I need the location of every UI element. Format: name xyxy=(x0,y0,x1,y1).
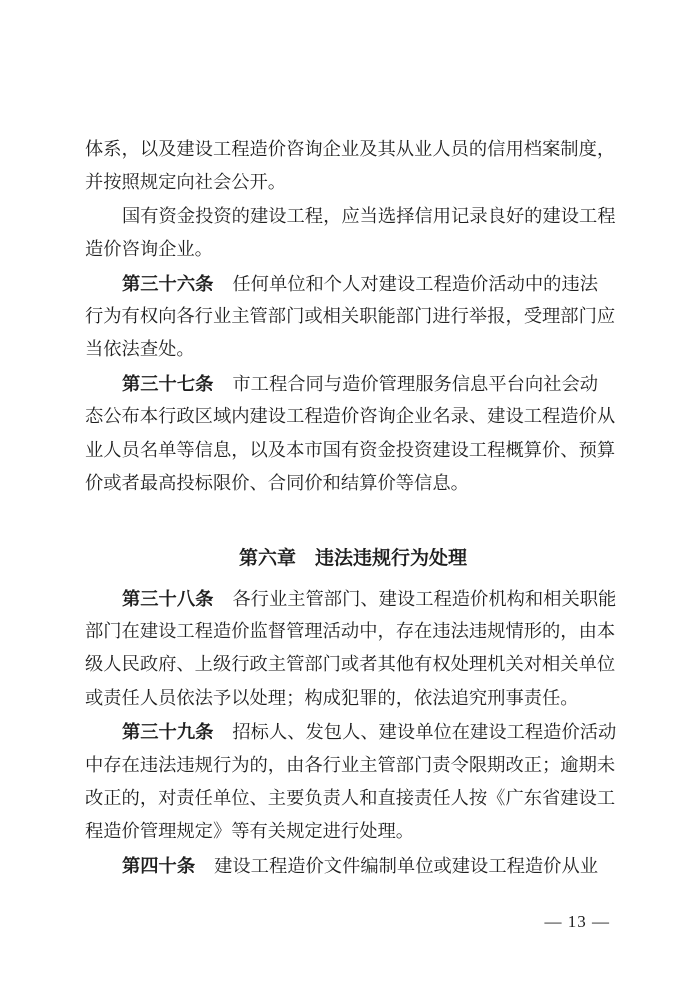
text-line: 当依法查处。 xyxy=(85,339,195,360)
paragraph xyxy=(85,133,621,200)
text-line xyxy=(85,582,621,615)
text-line: 程造价管理规定》等有关规定进行处理。 xyxy=(85,821,415,842)
text-line: 国有资金投资的建设工程，应当选择信用记录良好的建设工程 xyxy=(122,205,616,226)
chapter-6-heading xyxy=(85,542,621,575)
paragraph xyxy=(85,200,621,267)
text-line: 体系，以及建设工程造价咨询企业及其从业人员的信用档案制度， xyxy=(85,139,616,159)
page-number: — 13 — xyxy=(544,912,610,931)
article-40-label: 第四十条 xyxy=(122,854,196,876)
paragraph-article-40 xyxy=(85,849,621,882)
chapter-number: 第六章 xyxy=(238,548,296,570)
document-body xyxy=(85,133,621,882)
line-text: 招标人、发包人、建设单位在建设工程造价活动 xyxy=(232,722,617,743)
article-36-label: 第三十六条 xyxy=(122,272,214,294)
paragraph-article-36 xyxy=(85,267,621,367)
line-text: 任何单位和个人对建设工程造价活动中的违法 xyxy=(232,273,599,294)
article-38-label: 第三十八条 xyxy=(122,587,214,609)
paragraph-article-37 xyxy=(85,367,621,501)
text-line: 或责任人员依法予以处理；构成犯罪的，依法追究刑事责任。 xyxy=(85,687,579,708)
article-37-label: 第三十七条 xyxy=(122,372,214,394)
text-line: 价或者最高投标限价、合同价和结算价等信息。 xyxy=(85,472,469,493)
text-line: 部门在建设工程造价监督管理活动中，存在违法违规情形的，由本 xyxy=(85,621,616,642)
text-line: 改正的，对责任单位、主要负责人和直接责任人按《广东省建设工 xyxy=(85,788,616,809)
text-line: 级人民政府、上级行政主管部门或者其他有权处理机关对相关单位 xyxy=(85,654,616,675)
text-line xyxy=(85,267,621,300)
text-line: 业人员名单等信息，以及本市国有资金投资建设工程概算价、预算 xyxy=(85,439,616,460)
line-text: 各行业主管部门、建设工程造价机构和相关职能 xyxy=(232,588,617,609)
text-line: 造价咨询企业。 xyxy=(85,239,213,260)
article-39-label: 第三十九条 xyxy=(122,721,214,743)
line-text: 市工程合同与造价管理服务信息平台向社会动 xyxy=(232,373,599,394)
text-line: 中存在违法违规行为的，由各行业主管部门责令限期改正；逾期未 xyxy=(85,754,616,775)
line-text: 建设工程造价文件编制单位或建设工程造价从业 xyxy=(214,855,599,876)
chapter-title: 违法违规行为处理 xyxy=(315,548,468,570)
text-line: 行为有权向各行业主管部门或相关职能部门进行举报，受理部门应 xyxy=(85,305,616,326)
text-line xyxy=(85,715,621,748)
text-line: 态公布本行政区域内建设工程造价咨询企业名录、建设工程造价从 xyxy=(85,406,616,427)
text-line xyxy=(85,849,621,882)
text-line: 并按照规定向社会公开。 xyxy=(85,172,287,193)
paragraph-article-38 xyxy=(85,582,621,716)
paragraph-article-39 xyxy=(85,715,621,849)
text-line xyxy=(85,367,621,400)
